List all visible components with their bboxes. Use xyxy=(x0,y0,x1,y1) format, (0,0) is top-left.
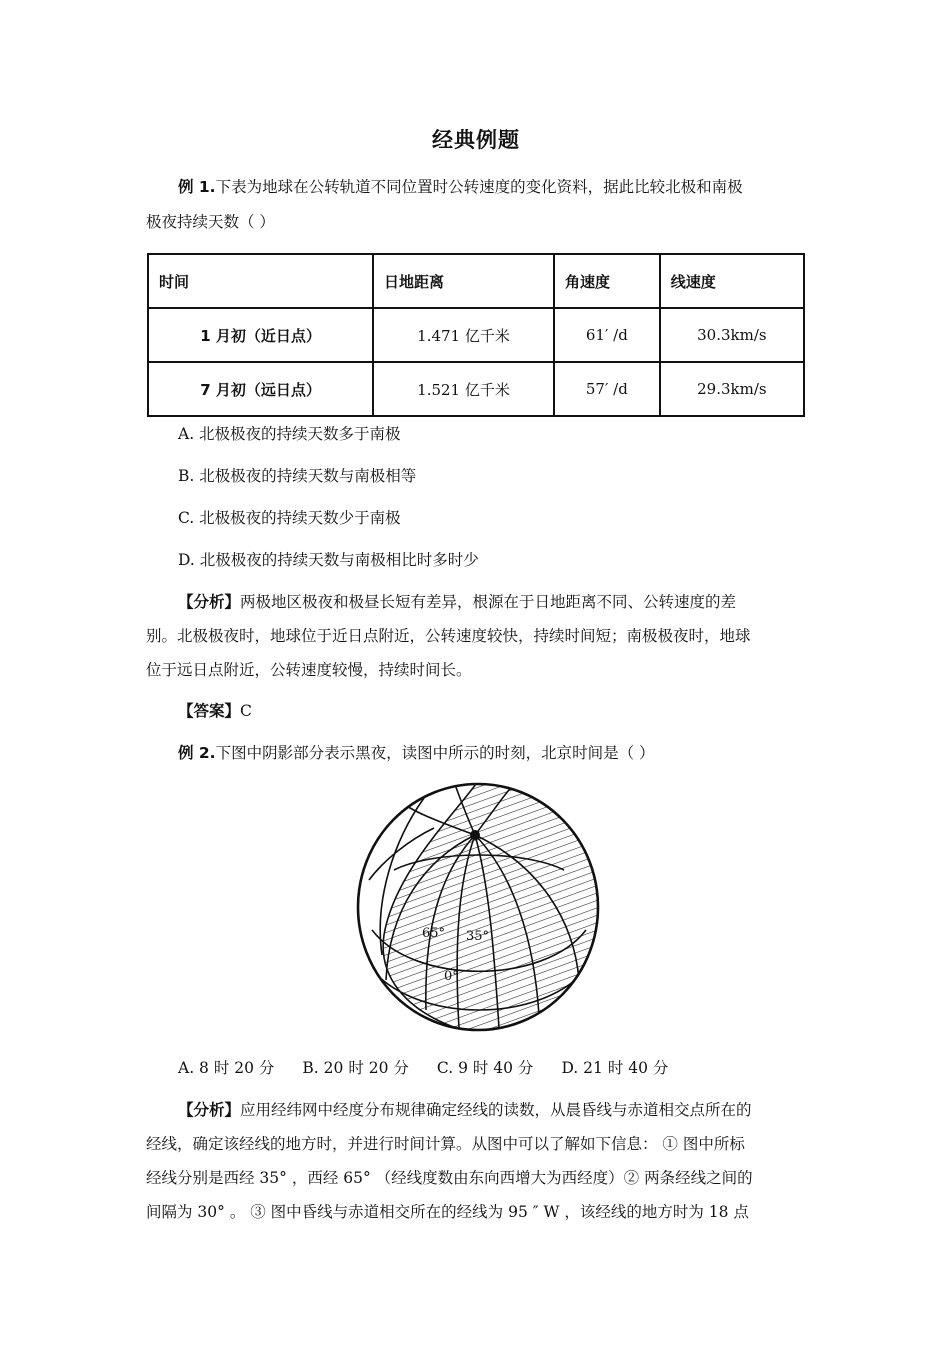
ex1-question-line1: 下表为地球在公转轨道不同位置时公转速度的变化资料，据此比较北极和南极 xyxy=(215,178,743,196)
table-header-distance: 日地距离 xyxy=(373,254,554,308)
ex2-option-b: B. 20 时 20 分 xyxy=(302,1059,409,1077)
ex2-question xyxy=(146,736,806,771)
label-35: 35° xyxy=(466,929,490,944)
ex2-question-text: 下图中阴影部分表示黑夜，读图中所示的时刻，北京时间是（ ） xyxy=(215,744,655,762)
ex1-answer-label: 【答案】 xyxy=(178,702,241,720)
table-header-angular-speed: 角速度 xyxy=(554,254,660,308)
table-header-row xyxy=(148,254,804,308)
page-title: 经典例题 xyxy=(432,128,520,152)
ex1-option-b: B. 北极极夜的持续天数与南极相等 xyxy=(178,467,417,485)
ex1-analysis-label: 【分析】 xyxy=(178,593,241,611)
label-0: 0° xyxy=(444,969,459,984)
ex2-analysis-line4: 间隔为 30° 。 ③ 图中昏线与赤道相交所在的经线为 95 ″ W ，该经线的地方时为 18 点 xyxy=(146,1203,749,1221)
ex1-answer xyxy=(146,694,806,729)
ex2-option-a: A. 8 时 20 分 xyxy=(178,1059,275,1077)
ex2-options xyxy=(178,1056,668,1078)
ex1-analysis-line2: 别。北极极夜时，地球位于近日点附近，公转速度较快，持续时间短；南极极夜时，地球 xyxy=(146,627,751,645)
ex1-option-a: A. 北极极夜的持续天数多于南极 xyxy=(178,425,401,443)
table-cell: 57′ /d xyxy=(554,362,660,416)
table-cell: 7 月初（远日点） xyxy=(148,362,373,416)
table-cell: 29.3km/s xyxy=(660,362,804,416)
ex2-analysis-line1: 【分析】应用经纬网中经度分布规律确定经线的读数，从晨昏线与赤道相交点所在的 xyxy=(178,1101,752,1119)
table-cell: 1.521 亿千米 xyxy=(373,362,554,416)
ex1-label: 例 1. xyxy=(178,178,216,196)
ex2-analysis-line2: 经线，确定该经线的地方时，并进行时间计算。从图中可以了解如下信息： ① 图中所标 xyxy=(146,1135,745,1153)
table-cell: 1 月初（近日点） xyxy=(148,308,373,362)
ex1-answer-value: C xyxy=(240,702,252,720)
ex1-analysis-line1: 【分析】两极地区极夜和极昼长短有差异，根源在于日地距离不同、公转速度的差 xyxy=(178,593,737,611)
ex2-option-c: C. 9 时 40 分 xyxy=(436,1059,534,1077)
ex1-analysis-line3: 位于远日点附近，公转速度较慢，持续时间长。 xyxy=(146,661,472,679)
table-cell: 61′ /d xyxy=(554,308,660,362)
label-65: 65° xyxy=(422,926,446,941)
ex1-option-c: C. 北极极夜的持续天数少于南极 xyxy=(178,509,401,527)
ex1-question-line2: 极夜持续天数（ ） xyxy=(146,213,275,231)
ex2-label: 例 2. xyxy=(178,744,216,762)
table-header-time: 时间 xyxy=(148,254,373,308)
ex1-data-table xyxy=(147,253,805,417)
table-row xyxy=(148,362,804,416)
table-row xyxy=(148,308,804,362)
globe-figure xyxy=(354,780,602,1034)
ex1-option-d: D. 北极极夜的持续天数与南极相比时多时少 xyxy=(178,551,479,569)
ex2-option-d: D. 21 时 40 分 xyxy=(561,1059,669,1077)
table-cell: 1.471 亿千米 xyxy=(373,308,554,362)
table-header-linear-speed: 线速度 xyxy=(660,254,804,308)
ex1-question xyxy=(146,170,806,205)
ex2-analysis-label: 【分析】 xyxy=(178,1101,241,1119)
ex2-analysis-line3: 经线分别是西经 35° ，西经 65° （经线度数由东向西增大为西经度）② 两条经线之间的 xyxy=(146,1169,753,1187)
table-cell: 30.3km/s xyxy=(660,308,804,362)
